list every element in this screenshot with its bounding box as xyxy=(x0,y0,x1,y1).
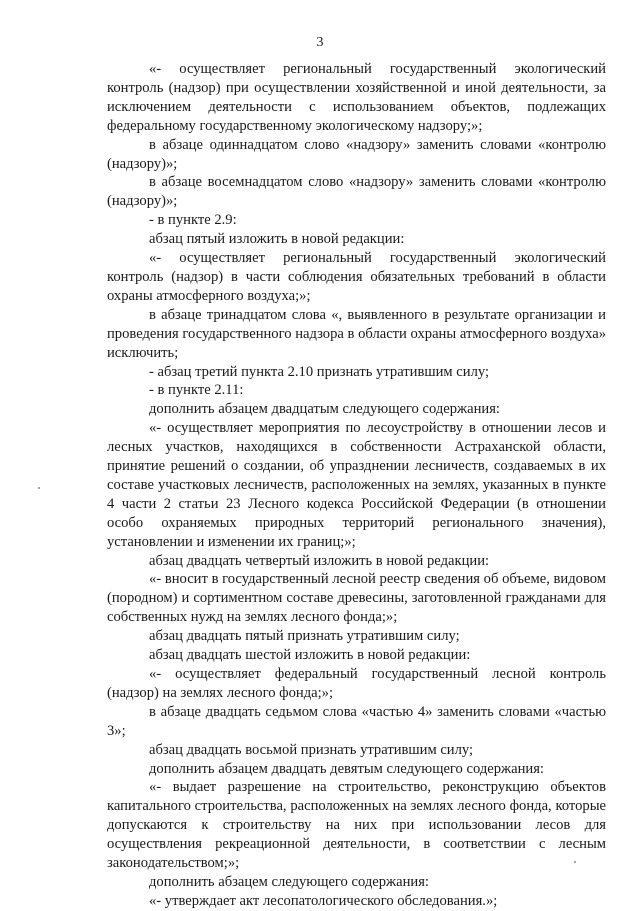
paragraph: дополнить абзацем следующего содержания: xyxy=(149,873,429,890)
paragraph: «- осуществляет мероприятия по лесоустройству в отношении лесов и лесных участков, находящихся в собственности Астраханской области, принятие решений о создании, об упразднении лесничеств, создаваемых в их составе участковых лесничеств, расположенных на землях, указанных в пункте 4 части 2 статьи 23 Лесного кодекса Российской Федерации (в отношении особо охраняемых природных территорий регионального значения), установлении и изменении их границ;»; xyxy=(107,420,606,550)
paragraph: дополнить абзацем двадцатым следующего содержания: xyxy=(149,401,500,418)
paragraph: «- осуществляет региональный государственный экологический контроль (надзор) в части соблюдения обязательных требований в области охраны атмосферного воздуха;»; xyxy=(107,250,606,304)
paragraph: в абзаце восемнадцатом слово «надзору» заменить словами «контролю (надзору)»; xyxy=(107,174,606,210)
paragraph: абзац двадцать шестой изложить в новой редакции: xyxy=(149,647,471,664)
paragraph: в абзаце одиннадцатом слово «надзору» заменить словами «контролю (надзору)»; xyxy=(107,136,606,172)
paragraph: дополнить абзацем двадцать девятым следующего содержания: xyxy=(149,760,544,777)
paragraph: - абзац третий пункта 2.10 признать утратившим силу; xyxy=(149,363,490,380)
paragraph: «- утверждает акт лесопатологического обследования.»; xyxy=(149,892,498,909)
paragraph: «- вносит в государственный лесной реестр сведения об объеме, видовом (породном) и сортиментном составе древесины, заготовленной гражданами для собственных нужд на землях лесного фонда;»; xyxy=(107,571,606,626)
scan-speck xyxy=(574,861,576,863)
paragraph: - в пункте 2.9: xyxy=(149,212,237,229)
page-number: 3 xyxy=(316,35,324,50)
paragraph: «- осуществляет региональный государственный экологический контроль (надзор) при осуществлении хозяйственной и иной деятельности, за исключением деятельности с использованием объектов, подлежащих федеральному государственному экологическому надзору;»; xyxy=(107,61,606,134)
paragraph: абзац двадцать пятый признать утратившим силу; xyxy=(149,628,460,645)
scan-speck xyxy=(38,487,40,489)
paragraph: абзац двадцать восьмой признать утратившим силу; xyxy=(149,741,474,758)
paragraph: «- выдает разрешение на строительство, реконструкцию объектов капитального строительства, расположенных на землях лесного фонда, которые допускаются к строительству на них при использовании лесов для осуществления рекреационной деятельности, в соответствии с лесным законодательством;»; xyxy=(107,779,606,872)
paragraph: «- осуществляет федеральный государственный лесной контроль (надзор) на землях лесного фонда;»; xyxy=(107,666,606,701)
document-body xyxy=(107,60,606,911)
paragraph: - в пункте 2.11: xyxy=(149,382,244,399)
paragraph: абзац пятый изложить в новой редакции: xyxy=(149,231,405,248)
paragraph: в абзаце двадцать седьмом слова «частью 4» заменить словами «частью 3»; xyxy=(107,703,606,739)
paragraph: абзац двадцать четвертый изложить в новой редакции: xyxy=(149,552,490,569)
paragraph: в абзаце тринадцатом слова «, выявленного в результате организации и проведения государственного надзора в области охраны атмосферного воздуха» исключить; xyxy=(107,306,606,361)
